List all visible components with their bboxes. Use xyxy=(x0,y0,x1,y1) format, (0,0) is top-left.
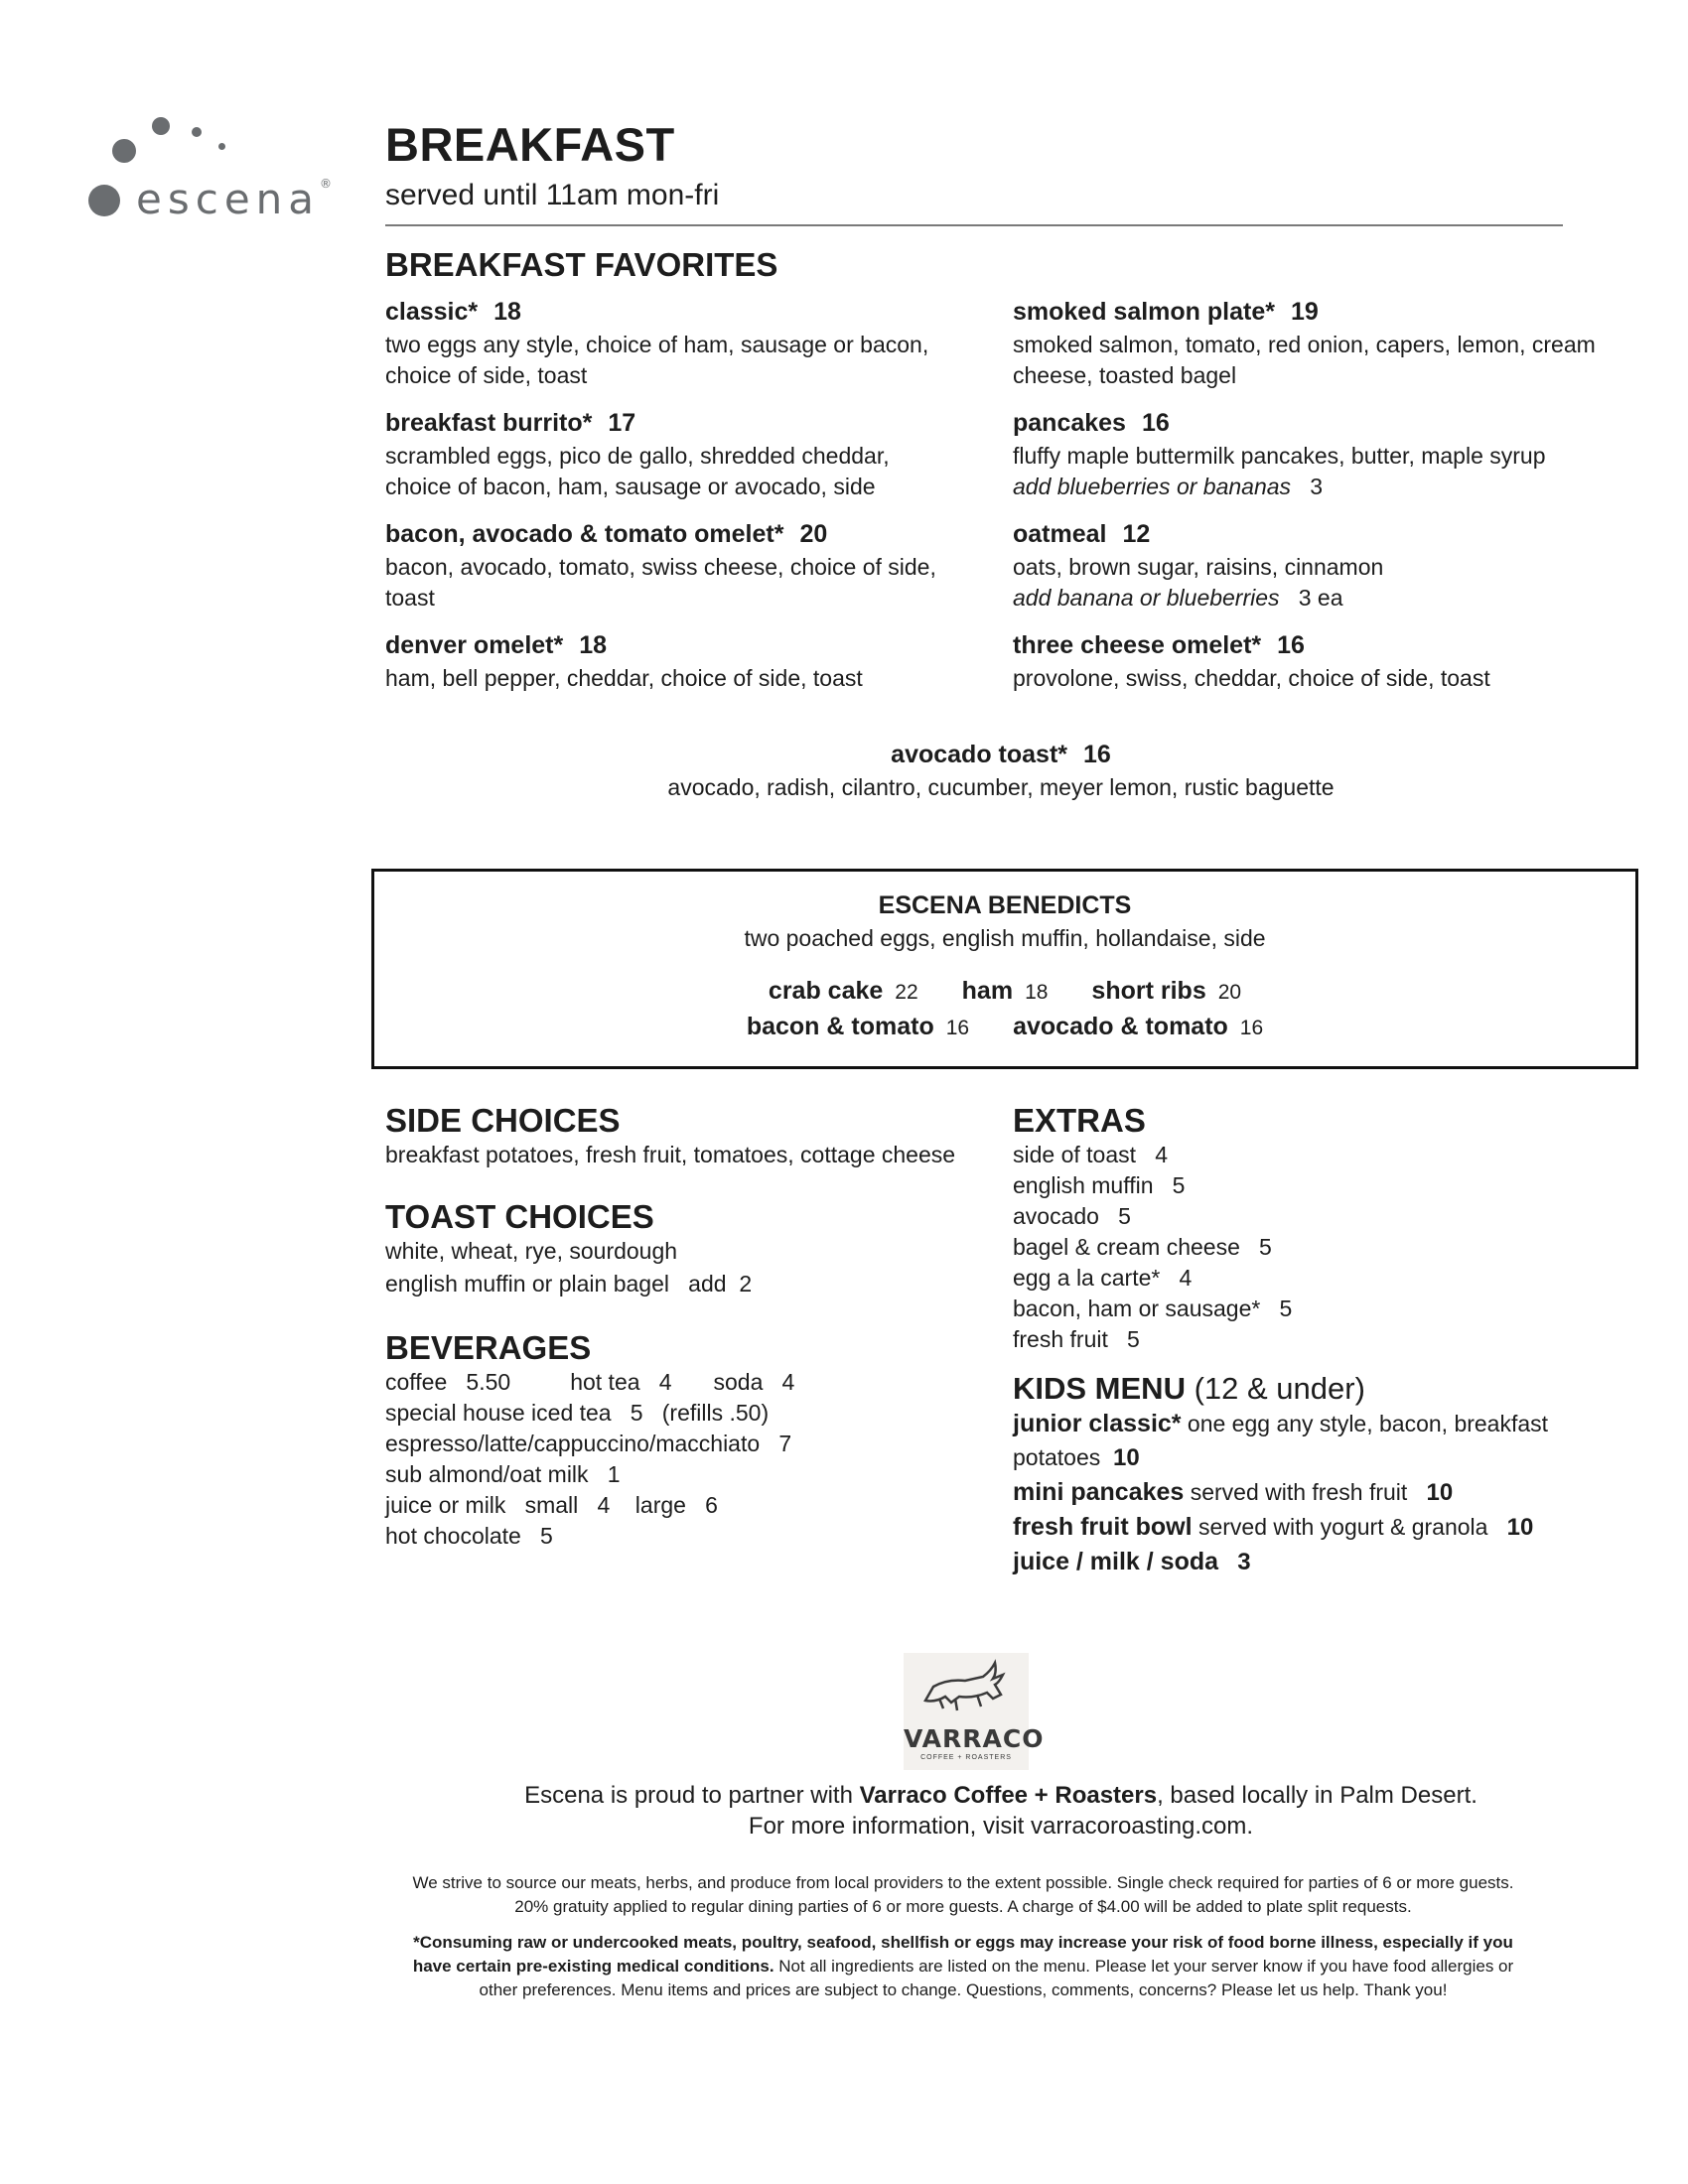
lower-right-column xyxy=(1013,1102,1609,1579)
item-price: 16 xyxy=(1277,631,1305,659)
benedicts-description: two poached eggs, english muffin, hollandaise, side xyxy=(744,925,1266,951)
item-price: 18 xyxy=(493,298,521,326)
item-description: fluffy maple buttermilk pancakes, butter, maple syrup xyxy=(1013,443,1546,469)
sourcing-notice: We strive to source our meats, herbs, and produce from local providers to the extent possible. Single check required for parties of 6 or more guests. 20% gratuity applied to regular dining parties of 6 or more guests. A charge of $4.00 will be added to plate split requests. xyxy=(412,1873,1514,1916)
extra-item: bacon, ham or sausage* 5 xyxy=(1013,1296,1293,1321)
extra-item: avocado 5 xyxy=(1013,1203,1131,1229)
beverages-heading: BEVERAGES xyxy=(385,1329,592,1366)
favorites-left-column xyxy=(385,298,961,712)
item-name: bacon, avocado & tomato omelet* 20 xyxy=(385,520,828,548)
benedict-name: crab cake xyxy=(768,977,884,1005)
item-price: 20 xyxy=(799,520,828,548)
menu-item xyxy=(385,298,961,391)
partner-text xyxy=(385,1780,1617,1842)
beverage-line: special house iced tea 5 (refills .50) xyxy=(385,1400,770,1426)
logo-dot-icon xyxy=(88,185,120,216)
item-description: provolone, swiss, cheddar, choice of side, toast xyxy=(1013,665,1490,691)
benedict-price: 20 xyxy=(1217,981,1242,1004)
benedicts-row xyxy=(374,1013,1635,1041)
extra-item: egg a la carte* 4 xyxy=(1013,1265,1193,1291)
toast-line: english muffin or plain bagel add 2 xyxy=(385,1271,753,1297)
favorites-right-column xyxy=(1013,298,1599,712)
kids-item: juice / milk / soda 3 xyxy=(1013,1548,1251,1575)
menu-item xyxy=(1013,298,1599,391)
item-addon: add banana or blueberries 3 ea xyxy=(1013,585,1343,611)
item-price: 17 xyxy=(608,409,636,437)
benedict-price: 22 xyxy=(895,981,918,1004)
menu-item xyxy=(1013,409,1599,502)
beverage-line: espresso/latte/cappuccino/macchiato 7 xyxy=(385,1431,792,1456)
partner-line: Escena is proud to partner with Varraco Coffee + Roasters, based locally in Palm Desert. xyxy=(524,1782,1477,1809)
item-name: smoked salmon plate* 19 xyxy=(1013,298,1319,326)
item-description: oats, brown sugar, raisins, cinnamon xyxy=(1013,554,1384,580)
item-description: smoked salmon, tomato, red onion, capers, lemon, cream cheese, toasted bagel xyxy=(1013,332,1596,388)
menu-item xyxy=(385,520,961,614)
item-price: 19 xyxy=(1290,298,1319,326)
sides-text: breakfast potatoes, fresh fruit, tomatoes, cottage cheese xyxy=(385,1142,956,1167)
item-description: ham, bell pepper, cheddar, choice of side, toast xyxy=(385,665,863,691)
partner-line: For more information, visit varracoroasting.com. xyxy=(748,1813,1254,1840)
extras-heading: EXTRAS xyxy=(1013,1102,1146,1139)
benedicts-row xyxy=(374,977,1635,1006)
beverage-line: sub almond/oat milk 1 xyxy=(385,1461,621,1487)
item-description: scrambled eggs, pico de gallo, shredded cheddar, choice of bacon, ham, sausage or avocado, side xyxy=(385,443,890,499)
page-title: BREAKFAST xyxy=(385,118,675,171)
benedict-name: avocado & tomato xyxy=(1013,1013,1228,1040)
item-name: breakfast burrito* 17 xyxy=(385,409,636,437)
item-price: 16 xyxy=(1141,409,1170,437)
header-divider xyxy=(385,224,1563,226)
benedict-name: bacon & tomato xyxy=(746,1013,934,1040)
sides-heading: SIDE CHOICES xyxy=(385,1102,621,1139)
beverage-line: coffee 5.50 hot tea 4 soda 4 xyxy=(385,1369,795,1395)
benedict-price: 16 xyxy=(1239,1017,1264,1039)
toast-heading: TOAST CHOICES xyxy=(385,1198,654,1235)
benedict-price: 18 xyxy=(1025,981,1049,1004)
page-subtitle: served until 11am mon-fri xyxy=(385,179,720,211)
consumer-advisory: *Consuming raw or undercooked meats, poultry, seafood, shellfish or eggs may increase your risk of food borne illness, especially if you have certain pre-existing medical conditions. Not all ingredients are listed on the menu. Please let your server know if you have food allergies or other preferences. Menu items and prices are subject to change. Questions, comments, concerns? Please let us help. Thank you! xyxy=(412,1933,1514,1999)
varraco-tagline: COFFEE + ROASTERS xyxy=(920,1754,1012,1761)
logo-dot-icon xyxy=(218,143,225,150)
bull-icon xyxy=(904,1653,1029,1722)
item-name: three cheese omelet* 16 xyxy=(1013,631,1305,659)
varraco-wordmark: VARRACO xyxy=(904,1724,1045,1753)
logo-dot-icon xyxy=(152,117,170,135)
benedicts-title: ESCENA BENEDICTS xyxy=(878,891,1132,919)
kids-heading: KIDS MENU (12 & under) xyxy=(1013,1371,1365,1406)
extra-item: side of toast 4 xyxy=(1013,1142,1168,1167)
kids-item: mini pancakes served with fresh fruit 10 xyxy=(1013,1478,1454,1506)
kids-item: junior classic* one egg any style, bacon, breakfast xyxy=(1013,1410,1549,1437)
kids-item-continued: potatoes 10 xyxy=(1013,1444,1140,1471)
benedict-name: short ribs xyxy=(1091,977,1206,1005)
logo-dot-icon xyxy=(112,139,136,163)
favorites-heading: BREAKFAST FAVORITES xyxy=(385,246,778,283)
beverage-line: juice or milk small 4 large 6 xyxy=(385,1492,718,1518)
extra-item: fresh fruit 5 xyxy=(1013,1326,1140,1352)
item-price: 16 xyxy=(1083,741,1111,768)
logo-wordmark: escena® xyxy=(136,175,333,223)
item-name: avocado toast* 16 xyxy=(891,741,1111,768)
toast-line: white, wheat, rye, sourdough xyxy=(385,1238,678,1264)
kids-item: fresh fruit bowl served with yogurt & granola 10 xyxy=(1013,1513,1534,1541)
item-name: pancakes 16 xyxy=(1013,409,1170,437)
benedict-name: ham xyxy=(961,977,1014,1005)
item-price: 12 xyxy=(1122,520,1151,548)
benedict-price: 16 xyxy=(945,1017,970,1039)
extra-item: bagel & cream cheese 5 xyxy=(1013,1234,1272,1260)
item-name: oatmeal 12 xyxy=(1013,520,1151,548)
menu-item xyxy=(385,631,961,694)
item-description: two eggs any style, choice of ham, sausage or bacon, choice of side, toast xyxy=(385,332,929,388)
item-name: classic* 18 xyxy=(385,298,521,326)
item-description: avocado, radish, cilantro, cucumber, meyer lemon, rustic baguette xyxy=(667,774,1335,800)
extra-item: english muffin 5 xyxy=(1013,1172,1186,1198)
benedicts-box xyxy=(371,869,1638,1069)
avocado-toast-item xyxy=(385,741,1617,803)
beverage-line: hot chocolate 5 xyxy=(385,1523,553,1549)
item-description: bacon, avocado, tomato, swiss cheese, choice of side, toast xyxy=(385,554,936,611)
varraco-logo xyxy=(904,1653,1045,1770)
item-price: 18 xyxy=(579,631,608,659)
menu-item xyxy=(385,409,961,502)
menu-item xyxy=(1013,631,1599,694)
menu-item xyxy=(1013,520,1599,614)
item-addon: add blueberries or bananas 3 xyxy=(1013,474,1324,499)
lower-left-column xyxy=(385,1102,981,1552)
escena-logo xyxy=(84,109,333,228)
logo-dot-icon xyxy=(192,127,202,137)
item-name: denver omelet* 18 xyxy=(385,631,608,659)
